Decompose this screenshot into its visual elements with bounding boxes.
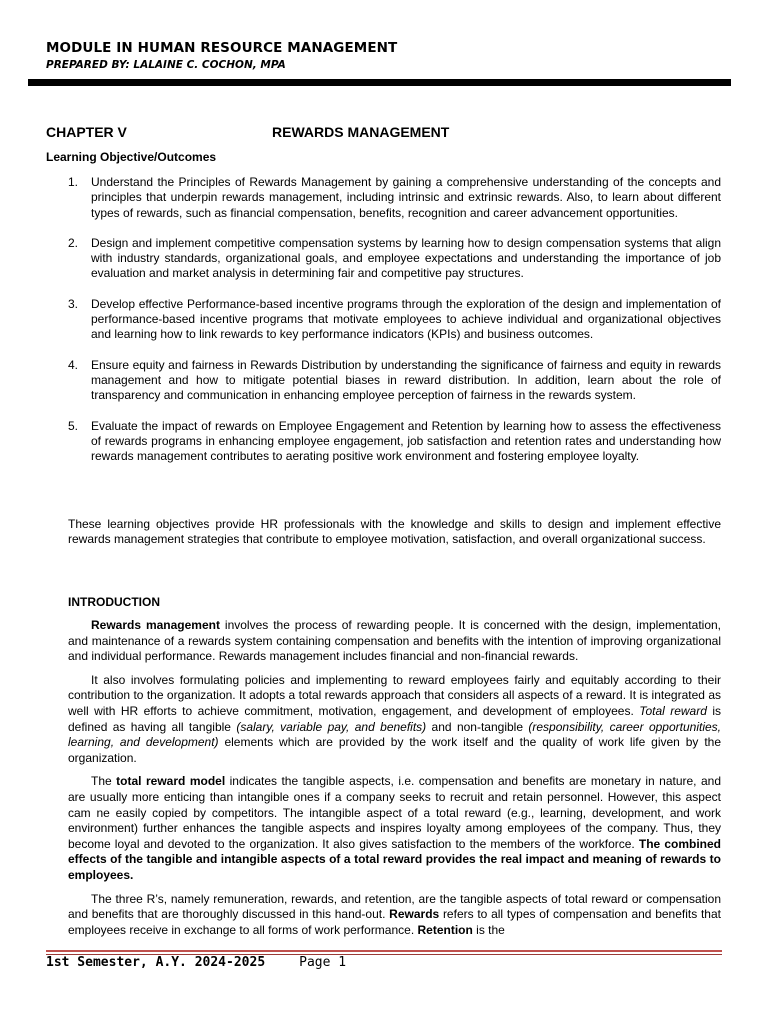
- objective-text: Understand the Principles of Rewards Management by gaining a comprehensive understanding of the concepts and principles that underpin rewards management, including intrinsic and extrinsic rewards. Also, to learn about different types of rewards, such as financial compensation, benefits, recognition and career advancement opportunities.: [91, 175, 721, 220]
- objective-text: Ensure equity and fairness in Rewards Distribution by understanding the significance of fairness and equity in rewards management and how to mitigate potential biases in reward distribution. In addition, learn about the role of transparency and communication in enhancing employee perception of fairness in the rewards system.: [91, 357, 721, 403]
- list-item: [68, 358, 721, 404]
- paragraph-text: The: [91, 774, 117, 789]
- paragraph: [68, 774, 721, 883]
- objective-text: Develop effective Performance-based incentive programs through the exploration of the design and implementation of performance-based incentive programs that motivate employees to achieve individual and organizational objectives and learning how to link rewards to key performance indicators (KPIs) and business outcomes.: [91, 296, 721, 342]
- paragraph-text: refers to all types of compensation and benefits that employees receive in exchange to all forms of work performance.: [68, 907, 721, 937]
- bold-term: Rewards: [389, 907, 440, 922]
- document-footer: [46, 955, 346, 970]
- bold-term: Rewards management: [91, 618, 220, 632]
- introduction-body: [68, 618, 721, 946]
- paragraph: [68, 618, 721, 665]
- italic-term: (responsibility, career opportunities, learning, and development): [68, 719, 722, 750]
- objectives-summary: These learning objectives provide HR professionals with the knowledge and skills to design and implement effective rewards management strategies that contribute to employee motivation, satisfaction, and overall organizational success.: [68, 517, 721, 547]
- paragraph: [68, 673, 721, 767]
- learning-objectives-heading: Learning Objective/Outcomes: [46, 150, 217, 164]
- objectives-list: [68, 175, 721, 479]
- list-item: [68, 419, 721, 465]
- paragraph-text: is defined as having all tangible: [68, 703, 721, 734]
- chapter-title: REWARDS MANAGEMENT: [272, 124, 450, 140]
- paragraph-text: indicates the tangible aspects, i.e. compensation and benefits are monetary in nature, and are usually more enticing than intangible ones if a company seeks to recruit and retain personnel. However, this aspect cam ne easily copied by competitors. The intangible aspect of a total reward (e.g., learning, development, and work environment) further enhances the tangible aspects and inspires loyalty among employees of the company. Thus, they become loyal and devoted to the organization. It also gives satisfaction to the members of the workforce.: [68, 774, 722, 851]
- document-header: [46, 40, 397, 71]
- paragraph-text: The three R’s, namely remuneration, rewards, and retention, are the tangible aspects of total reward or compensation and benefits that are thoroughly discussed in this hand-out.: [68, 891, 721, 922]
- list-number: 4.: [68, 357, 79, 372]
- paragraph-text: It also involves formulating policies and implementing to reward employees fairly and equitably according to their contribution to the organization. It adopts a total rewards approach that considers all aspects of a reward. It is integrated as well with HR efforts to achieve commitment, motivation, engagement, and development of employees.: [68, 672, 721, 718]
- prepared-by: PREPARED BY: LALAINE C. COCHON, MPA: [46, 59, 286, 71]
- introduction-heading: INTRODUCTION: [68, 595, 160, 609]
- italic-term: (salary, variable pay, and benefits): [236, 719, 427, 734]
- list-number: 2.: [68, 235, 79, 250]
- paragraph: [68, 892, 721, 939]
- page-number: Page 1: [299, 955, 347, 970]
- objective-text: Design and implement competitive compensation systems by learning how to design compensation systems that align with industry standards, organizational goals, and employee expectations and understanding the importance of job evaluation and market analysis in determining fair and competitive pay structures.: [91, 235, 721, 281]
- list-number: 3.: [68, 296, 79, 311]
- list-item: [68, 236, 721, 282]
- module-title: MODULE IN HUMAN RESOURCE MANAGEMENT: [46, 40, 398, 56]
- footer-rule: [46, 950, 722, 952]
- list-number: 1.: [68, 175, 79, 189]
- paragraph-text: and non-tangible: [426, 719, 529, 734]
- semester-label: 1st Semester, A.Y. 2024-2025: [46, 955, 266, 970]
- paragraph-text: elements which are provided by the work itself and the quality of work life given by the organization.: [68, 735, 722, 765]
- bold-term: Retention: [417, 922, 473, 937]
- list-item: [68, 297, 721, 343]
- list-item: [68, 175, 721, 221]
- objective-text: Evaluate the impact of rewards on Employee Engagement and Retention by learning how to assess the effectiveness of rewards programs in enhancing employee engagement, job satisfaction and retention rates and understanding how rewards management contributes to aerating positive work environment and fostering employee loyalty.: [91, 418, 721, 464]
- paragraph-text: is the: [472, 922, 505, 937]
- list-number: 5.: [68, 418, 79, 433]
- italic-term: Total reward: [639, 703, 707, 718]
- header-rule: [28, 79, 731, 86]
- bold-term: total reward model: [116, 774, 226, 789]
- paragraph-text: involves the process of rewarding people. It is concerned with the design, implementation, and maintenance of a rewards system containing compensation and benefits with the intention of improving organizational and individual performance. Rewards management includes financial and non-financial rewards.: [68, 618, 721, 664]
- chapter-number: CHAPTER V: [46, 124, 127, 140]
- bold-statement: The combined effects of the tangible and intangible aspects of a total reward provides the real impact and meaning of rewards to employees.: [68, 836, 721, 882]
